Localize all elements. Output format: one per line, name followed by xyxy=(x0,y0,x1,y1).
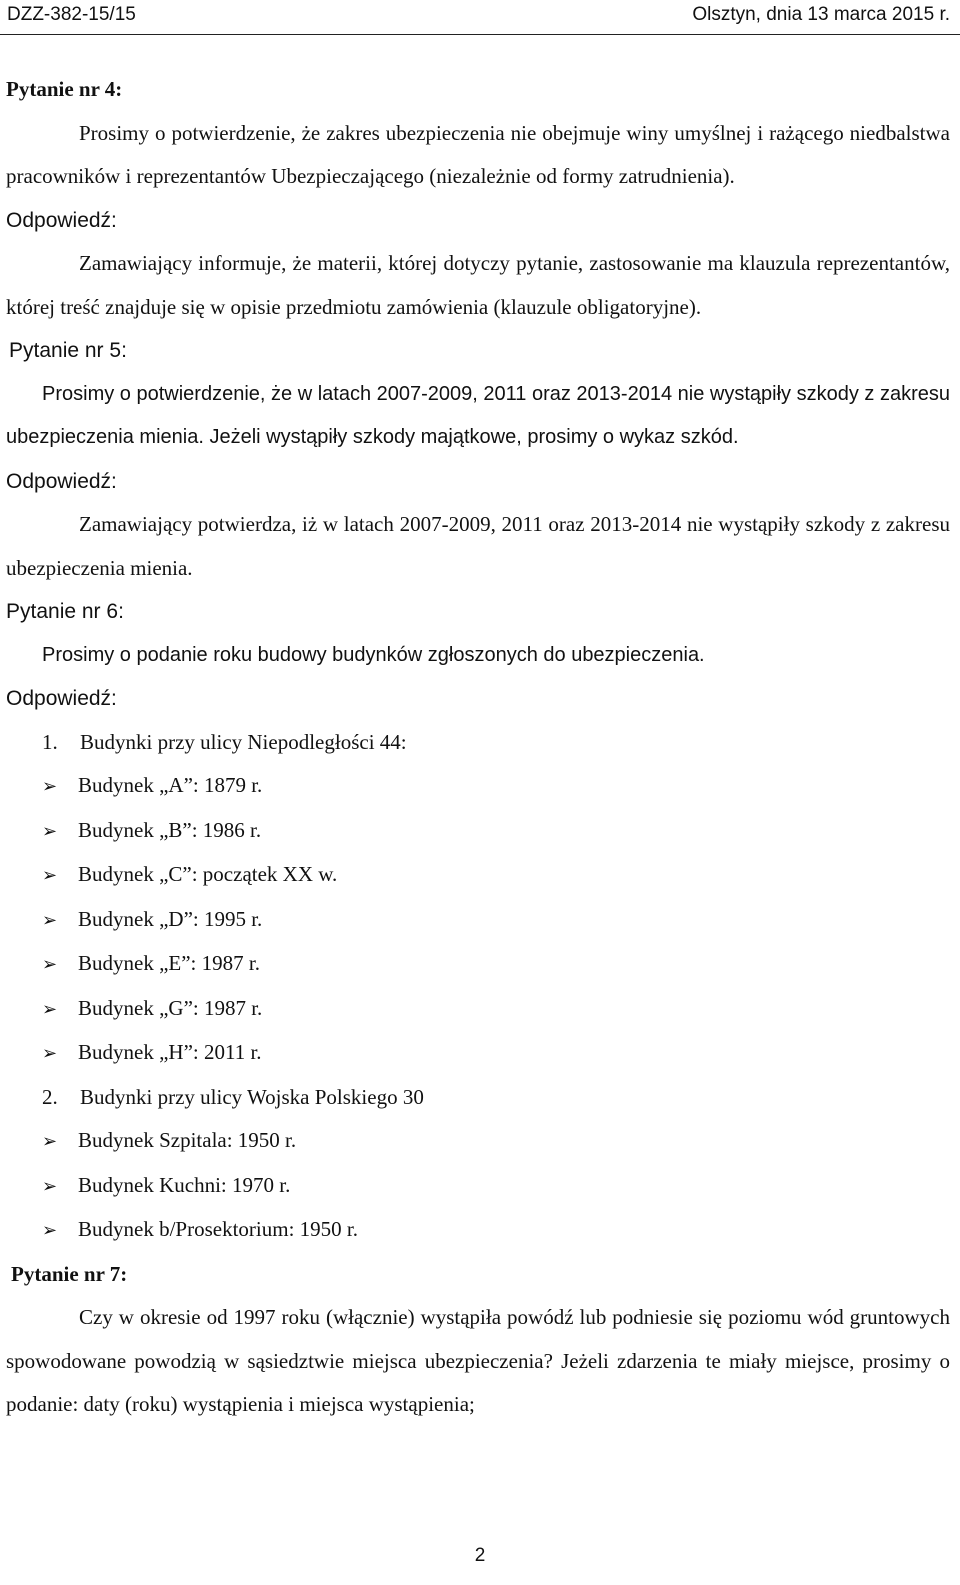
question-4-text: Prosimy o potwierdzenie, że zakres ubezpieczenia nie obejmuje winy umyślnej i rażącego niedbalstwa pracowników i reprezentantów Ubezpieczającego (niezależnie od formy zatrudnienia). xyxy=(6,120,950,188)
list-item: ➢ Budynek Kuchni: 1970 r. xyxy=(6,1164,950,1209)
arrowhead-bullet-icon: ➢ xyxy=(42,865,58,885)
list-item: ➢ Budynek „C”: początek XX w. xyxy=(6,853,950,898)
page-number: 2 xyxy=(474,1545,486,1566)
arrowhead-bullet-icon: ➢ xyxy=(42,1220,58,1240)
answer-5-text: Zamawiający potwierdza, iż w latach 2007-2009, 2011 oraz 2013-2014 nie wystąpiły szkody z zakresu ubezpieczenia mienia. xyxy=(6,512,950,580)
answer-4-label: Odpowiedź: xyxy=(6,208,117,232)
document-body xyxy=(6,68,950,1427)
arrowhead-bullet-icon: ➢ xyxy=(42,776,58,796)
list-item: ➢ Budynek „D”: 1995 r. xyxy=(6,898,950,943)
question-5-label: Pytanie nr 5: xyxy=(9,339,127,362)
page-header xyxy=(0,0,960,32)
arrowhead-bullet-icon: ➢ xyxy=(42,1131,58,1151)
buildings-group-2-title xyxy=(6,1076,950,1120)
arrowhead-bullet-icon: ➢ xyxy=(42,1175,58,1196)
answer-4-text: Zamawiający informuje, że materii, której dotyczy pytanie, zastosowanie ma klauzula reprezentantów, której treść znajduje się w opisie przedmiotu zamówienia (klauzule obligatoryjne). xyxy=(6,251,950,319)
header-divider xyxy=(0,34,960,35)
question-4-label: Pytanie nr 4: xyxy=(6,77,123,101)
list-number: 1. xyxy=(42,729,58,754)
arrowhead-bullet-icon: ➢ xyxy=(42,998,58,1019)
arrowhead-bullet-icon: ➢ xyxy=(42,954,58,974)
group-title: Budynki przy ulicy Niepodległości 44: xyxy=(80,729,407,754)
question-5-text: Prosimy o potwierdzenie, że w latach 2007-2009, 2011 oraz 2013-2014 nie wystąpiły szkody z zakresu ubezpieczenia mienia. Jeżeli wystąpiły szkody majątkowe, prosimy o wykaz szkód. xyxy=(6,382,950,448)
list-item: ➢ Budynek „B”: 1986 r. xyxy=(6,809,950,854)
question-6-text: Prosimy o podanie roku budowy budynków zgłoszonych do ubezpieczenia. xyxy=(42,643,705,666)
group-title: Budynki przy ulicy Wojska Polskiego 30 xyxy=(80,1084,424,1109)
list-item: ➢ Budynek „G”: 1987 r. xyxy=(6,987,950,1032)
question-7-label: Pytanie nr 7: xyxy=(11,1261,128,1286)
list-item: ➢ Budynek b/Prosektorium: 1950 r. xyxy=(6,1208,950,1253)
question-6-label: Pytanie nr 6: xyxy=(6,600,124,623)
place-and-date: Olsztyn, dnia 13 marca 2015 r. xyxy=(692,4,950,25)
list-item: ➢ Budynek „A”: 1879 r. xyxy=(6,764,950,809)
arrowhead-bullet-icon: ➢ xyxy=(42,820,58,841)
list-item: ➢ Budynek Szpitala: 1950 r. xyxy=(6,1119,950,1164)
answer-5-label: Odpowiedź: xyxy=(6,469,117,493)
list-number: 2. xyxy=(42,1084,58,1109)
question-7-text: Czy w okresie od 1997 roku (włącznie) wystąpiła powódź lub podniesie się poziomu wód gruntowych spowodowane powodzią w sąsiedztwie miejsca ubezpieczenia? Jeżeli zdarzenia te miały miejsce, prosimy o podanie: daty (roku) wystąpienia i miejsca wystąpienia; xyxy=(6,1305,950,1416)
answer-6-label: Odpowiedź: xyxy=(6,687,117,710)
arrowhead-bullet-icon: ➢ xyxy=(42,1043,58,1063)
list-item: ➢ Budynek „E”: 1987 r. xyxy=(6,942,950,987)
document-reference: DZZ-382-15/15 xyxy=(7,4,136,25)
list-item: ➢ Budynek „H”: 2011 r. xyxy=(6,1031,950,1076)
arrowhead-bullet-icon: ➢ xyxy=(42,909,58,930)
buildings-group-1-title xyxy=(6,721,950,765)
